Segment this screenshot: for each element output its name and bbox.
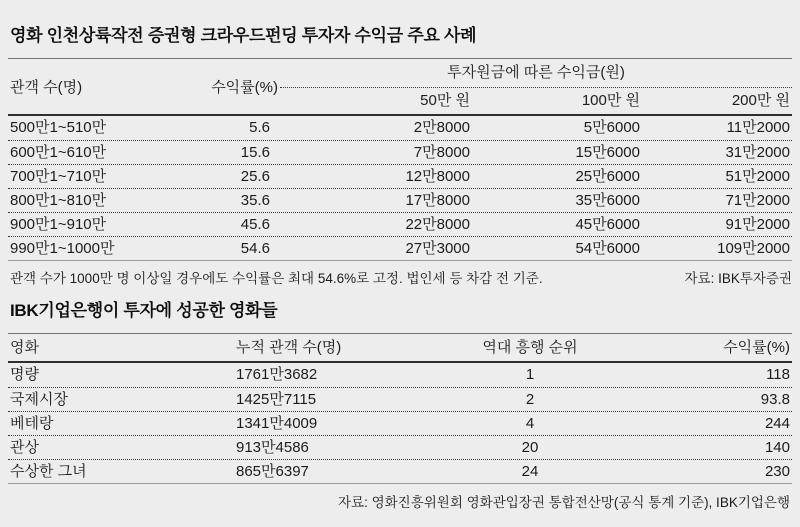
- cell-500k: 7만8000: [413, 144, 470, 161]
- cell-rate: 35.6: [240, 192, 270, 209]
- cell-yield: 118: [766, 366, 790, 383]
- cell-movie: 베테랑: [10, 415, 54, 432]
- cell-movie: 명량: [10, 366, 39, 383]
- table-row: [8, 387, 792, 411]
- col-header-audience: 관객 수(명): [10, 79, 83, 96]
- cell-movie: 국제시장: [10, 391, 68, 408]
- movies-table-header: [8, 333, 792, 363]
- returns-table-header: [8, 58, 792, 116]
- col-group-principal: [280, 59, 792, 114]
- cell-yield: 140: [764, 439, 790, 456]
- cell-2m: 71만2000: [725, 192, 790, 209]
- cell-movie: 수상한 그녀: [10, 463, 87, 480]
- table-row: [8, 212, 792, 236]
- cell-cume-audience: 1341만4009: [236, 415, 318, 432]
- cell-audience: 990만1~1000만: [10, 240, 115, 257]
- cell-1m: 5만6000: [583, 119, 640, 136]
- cell-rate: 54.6: [240, 240, 270, 257]
- col-header-rate: 수익률(%): [211, 79, 278, 96]
- section2-title: IBK기업은행이 투자에 성공한 영화들: [10, 301, 278, 320]
- cell-rate: 15.6: [240, 144, 270, 161]
- cell-yield: 230: [764, 463, 790, 480]
- cell-rate: 45.6: [240, 216, 270, 233]
- cell-rank: 4: [525, 415, 535, 432]
- table-row: [8, 435, 792, 459]
- subheader-row: [280, 88, 792, 114]
- cell-1m: 35만6000: [575, 192, 640, 209]
- col-header-1m: 100만 원: [581, 92, 640, 109]
- source-credit: 자료: IBK투자증권: [684, 271, 792, 286]
- table-row: [8, 188, 792, 212]
- movies-table-body: [8, 363, 792, 484]
- table-row: [8, 363, 792, 387]
- table-row: [8, 459, 792, 483]
- cell-1m: 54만6000: [575, 240, 640, 257]
- cell-rate: 25.6: [240, 168, 270, 185]
- cell-rank: 2: [525, 391, 535, 408]
- table-row: [8, 140, 792, 164]
- cell-2m: 51만2000: [725, 168, 790, 185]
- cell-audience: 500만1~510만: [10, 119, 107, 136]
- footnote-text: 관객 수가 1000만 명 이상일 경우에도 수익률은 최대 54.6%로 고정. 법인세 등 차감 전 기준.: [10, 271, 543, 286]
- cell-audience: 600만1~610만: [10, 144, 107, 161]
- col-header-cume-audience: 누적 관객 수(명): [236, 339, 342, 356]
- cell-rank: 20: [521, 439, 539, 456]
- cell-2m: 31만2000: [725, 144, 790, 161]
- cell-1m: 45만6000: [575, 216, 640, 233]
- col-header-500k: 50만 원: [420, 92, 470, 109]
- col-header-yield: 수익률(%): [723, 339, 790, 356]
- cell-rank: 24: [521, 463, 539, 480]
- source-credit: 자료: 영화진흥위원회 영화관입장권 통합전산망(공식 통계 기준), IBK기업은행: [338, 495, 790, 510]
- cell-audience: 900만1~910만: [10, 216, 107, 233]
- cell-1m: 15만6000: [575, 144, 640, 161]
- cell-2m: 109만2000: [717, 240, 790, 257]
- cell-cume-audience: 1761만3682: [236, 366, 318, 383]
- cell-cume-audience: 913만4586: [236, 439, 309, 456]
- cell-cume-audience: 865만6397: [236, 463, 309, 480]
- table-row: [8, 164, 792, 188]
- table-row: [8, 411, 792, 435]
- col-header-rank: 역대 흥행 순위: [482, 339, 578, 356]
- table-row: [8, 236, 792, 260]
- cell-cume-audience: 1425만7115: [236, 391, 317, 408]
- cell-audience: 800만1~810만: [10, 192, 107, 209]
- col-header-movie: 영화: [10, 339, 39, 356]
- cell-rank: 1: [525, 366, 535, 383]
- cell-500k: 2만8000: [413, 119, 470, 136]
- table-row: [8, 116, 792, 140]
- group-header-principal: 투자원금에 따른 수익금(원): [280, 59, 792, 88]
- cell-2m: 11만2000: [726, 119, 790, 136]
- cell-500k: 17만8000: [405, 192, 470, 209]
- col-header-2m: 200만 원: [731, 92, 790, 109]
- movies-table: [8, 333, 792, 484]
- cell-500k: 27만3000: [405, 240, 470, 257]
- cell-yield: 244: [764, 415, 790, 432]
- section1-title: 영화 인천상륙작전 증권형 크라우드펀딩 투자자 수익금 주요 사례: [10, 26, 477, 45]
- returns-table-body: [8, 116, 792, 261]
- table1-footer: [8, 261, 792, 287]
- cell-500k: 22만8000: [405, 216, 470, 233]
- cell-rate: 5.6: [249, 119, 270, 136]
- cell-movie: 관상: [10, 439, 39, 456]
- cell-2m: 91만2000: [725, 216, 790, 233]
- cell-1m: 25만6000: [575, 168, 640, 185]
- cell-500k: 12만8000: [405, 168, 470, 185]
- returns-table: [8, 58, 792, 261]
- cell-yield: 93.8: [760, 391, 790, 408]
- cell-audience: 700만1~710만: [10, 168, 107, 185]
